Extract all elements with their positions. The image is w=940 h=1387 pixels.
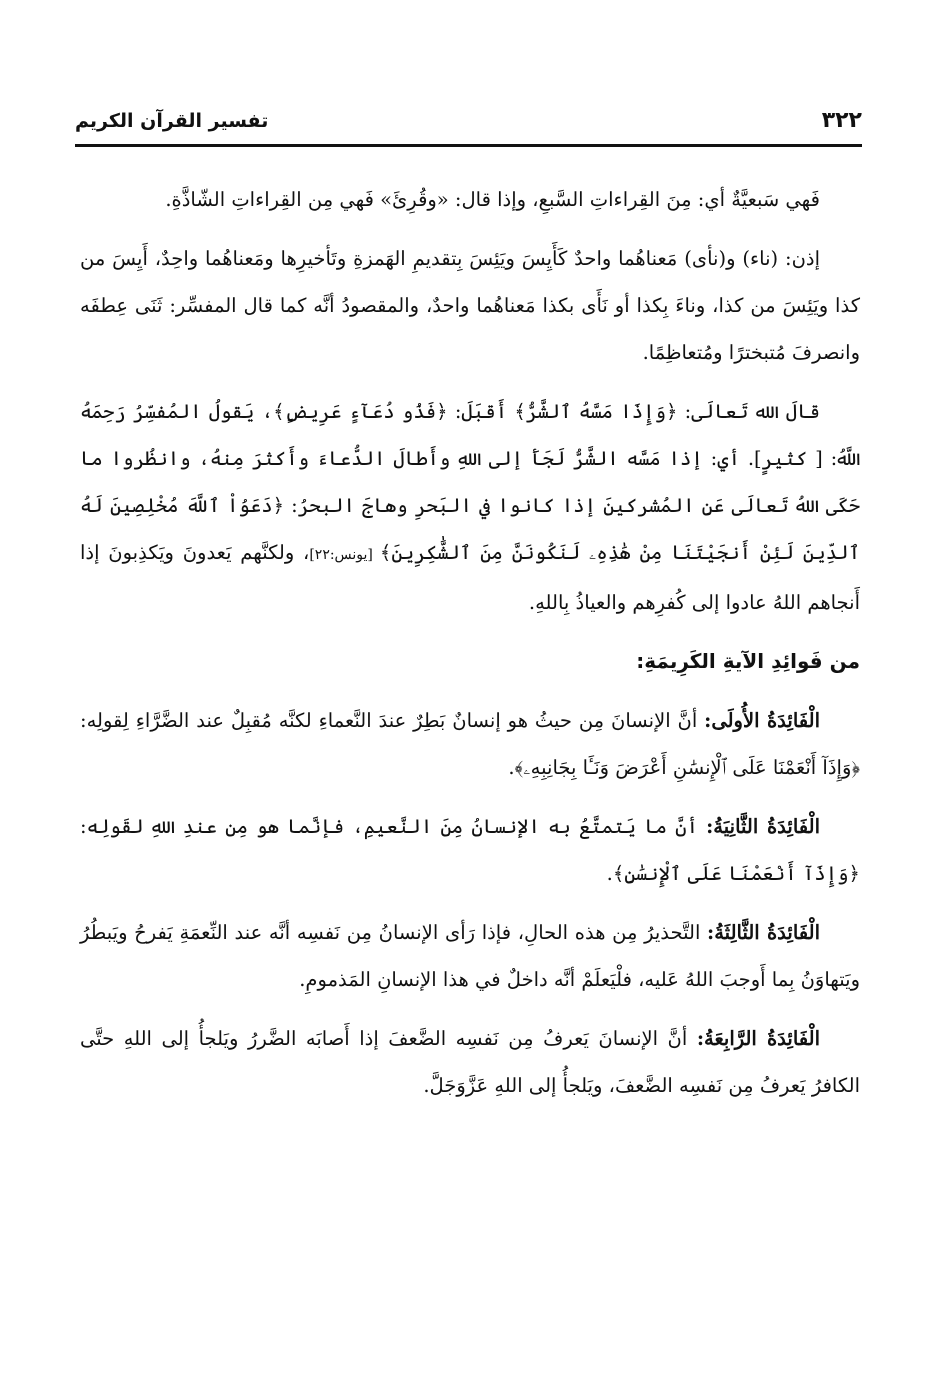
text-fragment: قالَ الله تَعالَى: xyxy=(677,400,821,423)
quran-verse: ﴿دَعَوُاْ ٱللَّهَ مُخْلِصِينَ لَهُ ٱلدِّينَ لَئِنْ أَنجَيْتَنَا مِنْ هَٰذِهِۦ لَنَكُونَنَّ مِنَ ٱلشَّٰكِرِينَ﴾ xyxy=(80,494,860,564)
page-body xyxy=(80,176,860,1121)
paragraph-naa-naa-meaning: إذن: (ناء) و(نأى) مَعناهُما واحدٌ كَأَيِسَ ويَئِسَ بِتقديمِ الهَمزةِ وتَأخيرِها ومَعناهُما واحِدٌ، أَيِسَ من كذا ويَئِسَ من كذا، وناءَ بِكذا أو نَأَى بكذا مَعناهُما واحدٌ، والمقصودُ أنَّه كما قال المفسِّر: ثَنَى عِطفَه وانصرفَ مُتبخترًا ومُتعاظِمًا. xyxy=(80,247,860,364)
benefit-2 xyxy=(80,803,860,897)
section-heading: من فَوائِدِ الآيةِ الكَرِيمَةِ: xyxy=(636,649,860,673)
text-fragment: . xyxy=(606,862,613,885)
verse-reference: [يونس:٢٢] xyxy=(309,547,380,563)
benefit-4 xyxy=(80,1015,860,1109)
benefit-label: الْفَائِدَةُ الرَّابِعَةُ: xyxy=(696,1027,821,1050)
quran-verse: ﴿وَإِذَآ أَنْعَمْنَا عَلَى ٱلْإِنسَٰنِ﴾ xyxy=(612,862,860,885)
text-fragment: ، يَقولُ المُفسِّرُ رَحِمَهُ اللَّهُ: [ كثيرٍ]. أي: إذا مَسَّه الشَّرُّ لَجَأَ إلى اللهِ وأَطالَ الدُّعاءَ وأَكثرَ مِنهُ، وانظُروا ما حَكَى اللهُ تَعالَى عَنِ المُشركينَ إذا كانوا في البَحرِ وهاجَ البحرُ: xyxy=(80,400,860,517)
benefit-text: أنَّ ما يَتمتَّعُ به الإنسانُ مِنَ النَّعيمِ، فإنَّما هو مِن عندِ اللهِ لقَولِه: xyxy=(80,815,707,838)
benefit-label: الْفَائِدَةُ الثَّالِثَةُ: xyxy=(707,921,820,944)
benefit-label: الْفَائِدَةُ الثَّانِيَةُ: xyxy=(706,815,820,838)
page-header xyxy=(75,108,862,147)
benefit-text: التَّحذيرُ مِن هذه الحالِ، فإذا رَأى الإنسانُ مِن نَفسِه أنَّه عند النِّعمَةِ يَفرحُ ويَبطُرُ ويَتهاوَنُ بِما أَوجبَ اللهُ عَليه، فلْيَعلَمْ أنَّه داخلٌ في هذا الإنسانِ المَذمومِ. xyxy=(80,921,860,991)
benefit-text: أنَّ الإنسانَ مِن حيثُ هو إنسانٌ بَطِرٌ عندَ النَّعماءِ لكنَّه مُقبِلٌ عند الضَّرَّاءِ لِقولِه: xyxy=(80,709,705,732)
quran-verse: ﴿وَإِذَا مَسَّهُ ٱلشَّرُّ﴾ xyxy=(514,400,678,423)
text-fragment: أَقبَلَ: xyxy=(447,400,515,423)
benefit-1 xyxy=(80,697,860,791)
text-fragment: . xyxy=(508,756,515,779)
benefit-3 xyxy=(80,909,860,1003)
quran-verse: ﴿فَذُو دُعَآءٍ عَرِيضٍ﴾ xyxy=(273,400,448,423)
quran-verse: ﴿وَإِذَآ أَنْعَمْنَا عَلَى ٱلْإِنسَٰنِ أَعْرَضَ وَنَـَٔا بِجَانِبِهِۦ﴾ xyxy=(514,756,860,779)
paragraph-verse-commentary xyxy=(80,388,860,626)
page-number: ٣٢٢ xyxy=(821,108,862,133)
text-fragment: ، ولكنَّهم يَعدونَ ويَكذِبونَ إذا أَنجاهم اللهُ عادوا إلى كُفرِهم والعياذُ بِاللهِ. xyxy=(80,541,860,614)
running-title: تفسير القرآن الكريم xyxy=(75,110,269,132)
benefit-text: أنَّ الإنسانَ يَعرفُ مِن نَفسِه الضَّعفَ إذا أَصابَه الضَّررُ ويَلجأُ إلى اللهِ حتَّى الكافرُ يَعرفُ مِن نَفسِه الضَّعفَ، ويَلجأُ إلى اللهِ عَزَّوَجَلَّ. xyxy=(80,1027,860,1097)
benefit-label: الْفَائِدَةُ الأُولَى: xyxy=(704,709,821,732)
paragraph-seven-readings: فَهي سَبعيَّةٌ أي: مِنَ القِراءاتِ السَّبعِ، وإذا قال: «وقُرِئَ» فَهي مِن القِراءاتِ الشّاذَّةِ. xyxy=(165,188,820,211)
